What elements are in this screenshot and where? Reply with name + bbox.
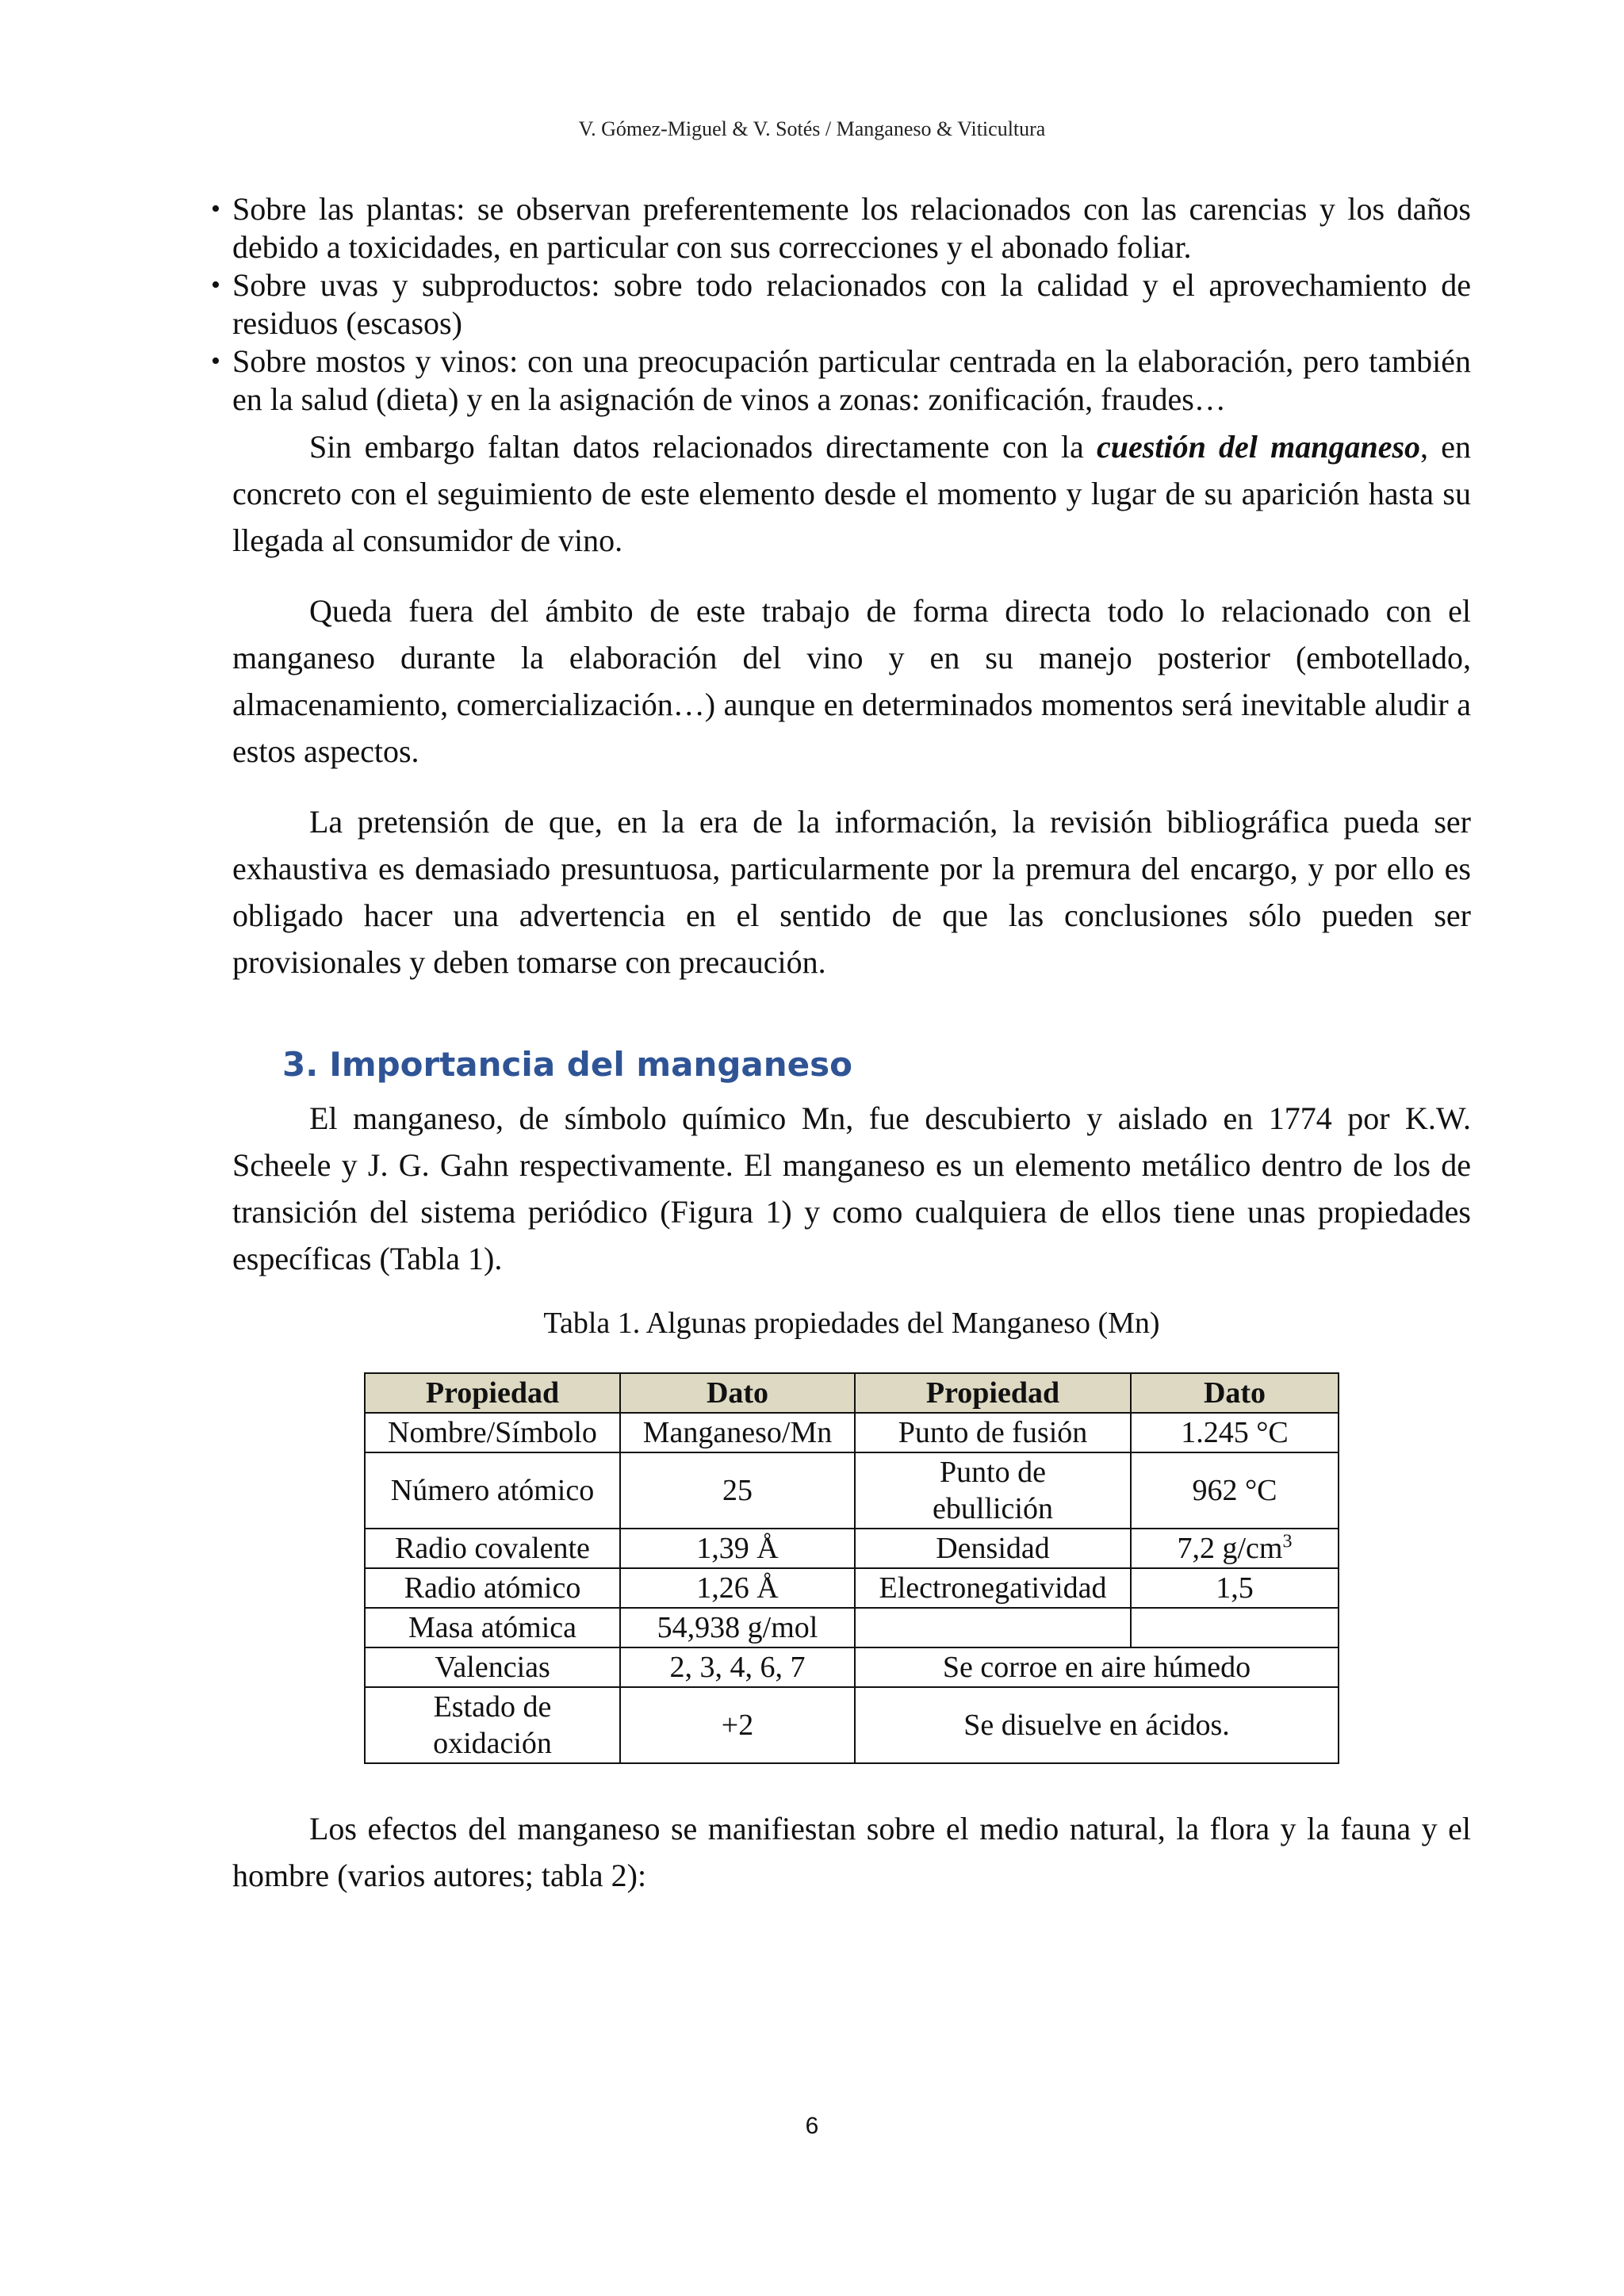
page-body bbox=[211, 190, 1472, 1899]
paragraph-effects: Los efectos del manganeso se manifiestan sobre el medio natural, la flora y la fauna y el hombre (varios autores; tabla 2): bbox=[232, 1811, 1471, 1893]
bullet-item bbox=[98, 342, 1471, 419]
table-cell bbox=[1131, 1529, 1339, 1568]
bullet-icon: • bbox=[211, 346, 220, 376]
table-cell: Nombre/Símbolo bbox=[365, 1413, 620, 1452]
table-cell: 25 bbox=[620, 1452, 855, 1529]
table-cell: 1,26 Å bbox=[620, 1568, 855, 1608]
table-row bbox=[365, 1687, 1339, 1763]
table-row bbox=[365, 1568, 1339, 1608]
bullet-list bbox=[211, 190, 1471, 419]
properties-table bbox=[364, 1372, 1339, 1764]
bullet-text: Sobre mostos y vinos: con una preocupación particular centrada en la elaboración, pero también en la salud (dieta) y en la asignación de vinos a zonas: zonificación, fraudes… bbox=[232, 343, 1471, 417]
table-cell: 1,39 Å bbox=[620, 1529, 855, 1568]
table-cell: Radio atómico bbox=[365, 1568, 620, 1608]
table-row bbox=[365, 1608, 1339, 1647]
table-cell: Manganeso/Mn bbox=[620, 1413, 855, 1452]
section-number: 3. bbox=[282, 1045, 319, 1084]
table-row bbox=[365, 1413, 1339, 1452]
bullet-text: Sobre las plantas: se observan preferentemente los relacionados con las carencias y los daños debido a toxicidades, en particular con sus correcciones y el abonado foliar. bbox=[232, 191, 1471, 265]
table-cell: 1,5 bbox=[1131, 1568, 1339, 1608]
table-cell: Estado de oxidación bbox=[365, 1687, 620, 1763]
paragraph-disclaimer: La pretensión de que, en la era de la información, la revisión bibliográfica pueda ser exhaustiva es demasiado presuntuosa, particularmente por la premura del encargo, y por ello es obligado hacer una advertencia en el sentido de que las conclusiones sólo pueden ser provisionales y deben tomarse con precaución. bbox=[232, 804, 1471, 980]
table-cell: +2 bbox=[620, 1687, 855, 1763]
paragraph-text: Sin embargo faltan datos relacionados directamente con la bbox=[309, 429, 1097, 465]
emphasis-text: cuestión del manganeso bbox=[1097, 429, 1421, 465]
table-cell: 2, 3, 4, 6, 7 bbox=[620, 1647, 855, 1687]
table-row bbox=[365, 1452, 1339, 1529]
paragraph-scope: Queda fuera del ámbito de este trabajo de forma directa todo lo relacionado con el manganeso durante la elaboración del vino y en su manejo posterior (embotellado, almacenamiento, comercialización…) aunque en determinados momentos será inevitable aludir a estos aspectos. bbox=[232, 593, 1471, 769]
table-cell bbox=[1131, 1608, 1339, 1647]
bullet-text: Sobre uvas y subproductos: sobre todo relacionados con la calidad y el aprovechamiento de residuos (escasos) bbox=[232, 267, 1471, 341]
table-cell: 54,938 g/mol bbox=[620, 1608, 855, 1647]
bullet-icon: • bbox=[211, 270, 220, 300]
running-header: V. Gómez-Miguel & V. Sotés / Manganeso & Viticultura bbox=[578, 117, 1046, 140]
table-cell: Densidad bbox=[855, 1529, 1131, 1568]
table-row bbox=[365, 1529, 1339, 1568]
table-cell bbox=[855, 1608, 1131, 1647]
table-cell: Valencias bbox=[365, 1647, 620, 1687]
table-cell: Punto de ebullición bbox=[855, 1452, 1131, 1529]
table-row bbox=[365, 1647, 1339, 1687]
table-header-cell: Dato bbox=[620, 1373, 855, 1413]
table-header-cell: Propiedad bbox=[365, 1373, 620, 1413]
section-heading bbox=[232, 1041, 1471, 1089]
bullet-item bbox=[98, 190, 1471, 266]
table-cell: Se disuelve en ácidos. bbox=[855, 1687, 1339, 1763]
paragraph-text: , en concreto con el seguimiento de este elemento desde el momento y lugar de su aparición hasta su llegada al consumidor de vino. bbox=[232, 429, 1472, 558]
bullet-icon: • bbox=[211, 194, 220, 224]
table-cell: Número atómico bbox=[365, 1452, 620, 1529]
density-value: 7,2 g/cm bbox=[1177, 1532, 1283, 1565]
table-header-cell: Propiedad bbox=[855, 1373, 1131, 1413]
table-header-row bbox=[365, 1373, 1339, 1413]
table-header-cell: Dato bbox=[1131, 1373, 1339, 1413]
bullet-item bbox=[98, 266, 1471, 342]
table-cell: Punto de fusión bbox=[855, 1413, 1131, 1452]
table-caption: Tabla 1. Algunas propiedades del Manganeso (Mn) bbox=[543, 1307, 1160, 1340]
table-cell: 1.245 °C bbox=[1131, 1413, 1339, 1452]
table-cell: Masa atómica bbox=[365, 1608, 620, 1647]
table-cell: 962 °C bbox=[1131, 1452, 1339, 1529]
table-cell: Se corroe en aire húmedo bbox=[855, 1647, 1339, 1687]
paragraph-missing-data bbox=[232, 423, 1471, 564]
table-cell: Electronegatividad bbox=[855, 1568, 1131, 1608]
section-title: Importancia del manganeso bbox=[329, 1045, 853, 1084]
page-number: 6 bbox=[805, 2113, 819, 2139]
paragraph-manganese-intro: El manganeso, de símbolo químico Mn, fue descubierto y aislado en 1774 por K.W. Scheele y J. G. Gahn respectivamente. El manganeso es un elemento metálico dentro de los de transición del sistema periódico (Figura 1) y como cualquiera de ellos tiene unas propiedades específicas (Tabla 1). bbox=[232, 1100, 1471, 1276]
density-exponent: 3 bbox=[1282, 1531, 1293, 1552]
table-cell: Radio covalente bbox=[365, 1529, 620, 1568]
